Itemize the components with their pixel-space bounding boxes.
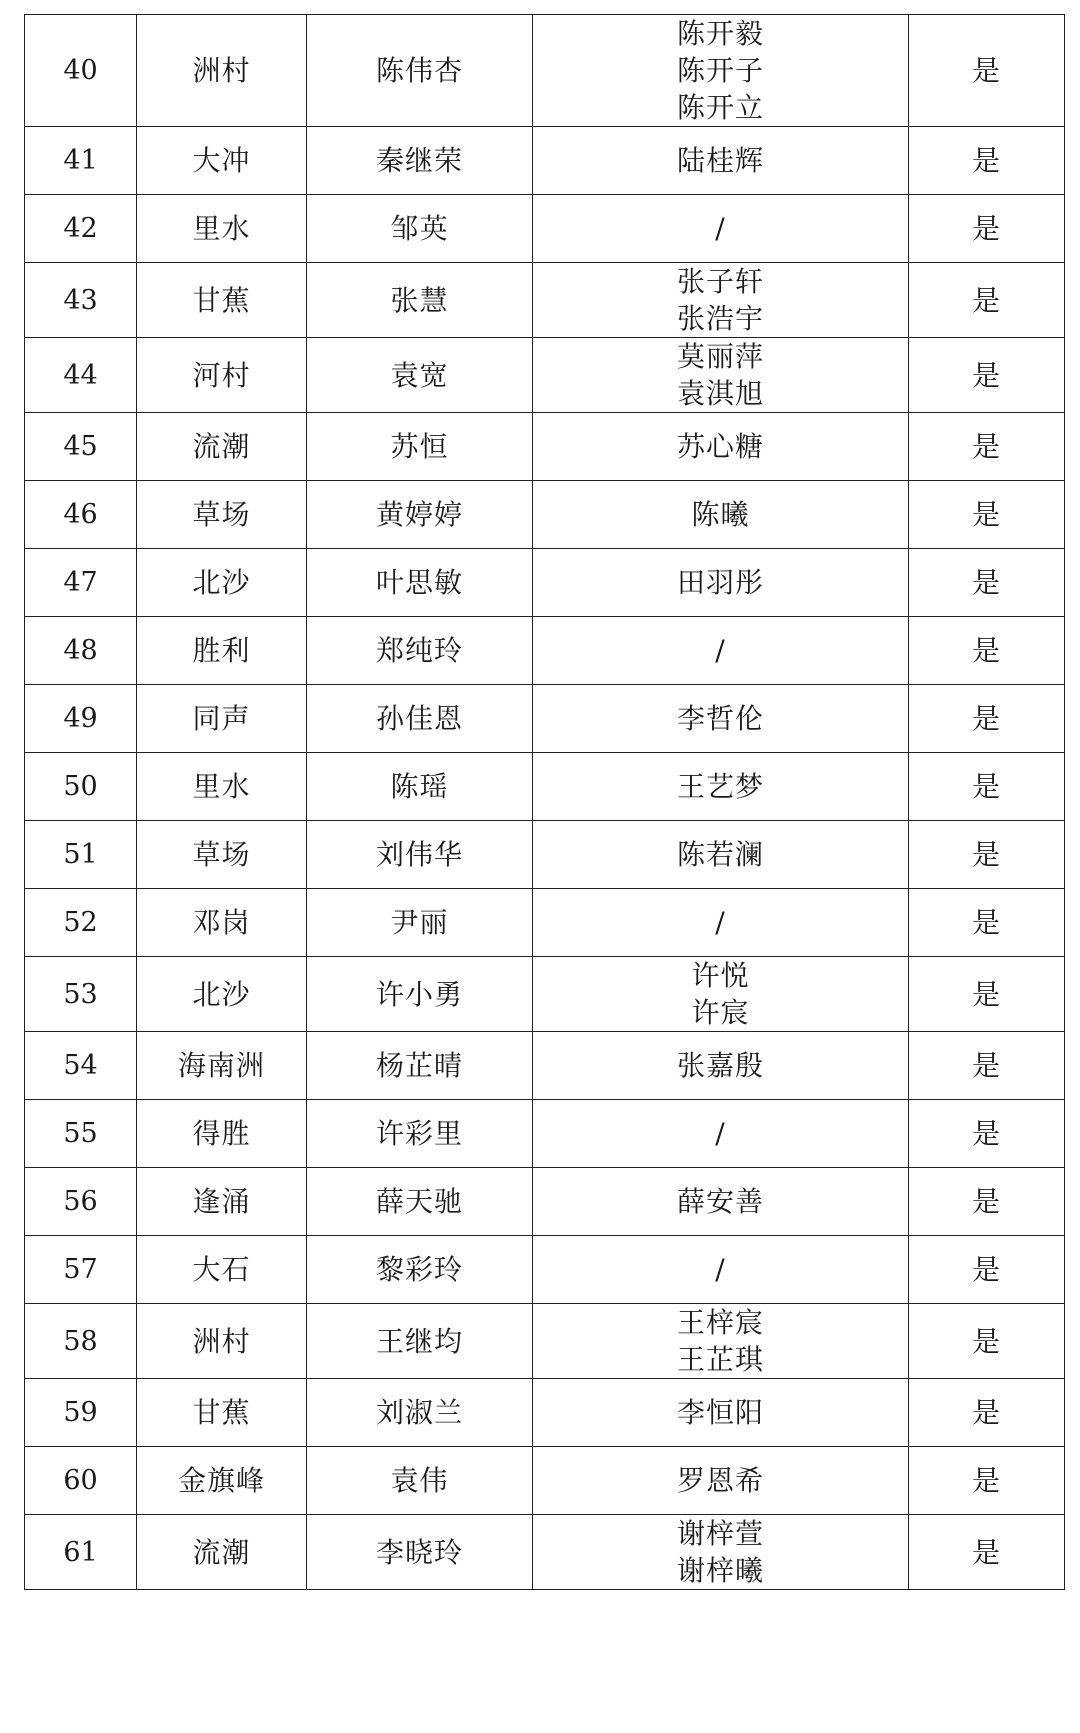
child-name: 王梓宸 — [676, 1306, 764, 1339]
child-name: 谢梓曦 — [676, 1554, 764, 1587]
row-number: 61 — [25, 1515, 137, 1590]
children-cell — [533, 1515, 909, 1590]
town-cell: 海南洲 — [137, 1032, 307, 1100]
children-cell — [533, 889, 909, 957]
confirmed-cell: 是 — [909, 127, 1065, 195]
town-cell: 同声 — [137, 685, 307, 753]
table-row — [25, 1032, 1065, 1100]
confirmed-cell: 是 — [909, 1100, 1065, 1168]
town-cell: 里水 — [137, 753, 307, 821]
child-name: 陈若澜 — [676, 838, 764, 871]
name-cell: 薛天驰 — [307, 1168, 533, 1236]
table-row — [25, 413, 1065, 481]
children-cell — [533, 195, 909, 263]
child-name: 李哲伦 — [676, 702, 764, 735]
row-number: 56 — [25, 1168, 137, 1236]
child-name: 陈开立 — [676, 91, 764, 124]
town-cell: 流潮 — [137, 413, 307, 481]
table-row — [25, 1515, 1065, 1590]
children-cell — [533, 263, 909, 338]
children-cell — [533, 481, 909, 549]
town-cell: 洲村 — [137, 15, 307, 127]
children-cell — [533, 15, 909, 127]
town-cell: 邓岗 — [137, 889, 307, 957]
confirmed-cell: 是 — [909, 685, 1065, 753]
table-row — [25, 957, 1065, 1032]
town-cell: 北沙 — [137, 957, 307, 1032]
child-name: 陈开毅 — [676, 17, 764, 50]
row-number: 45 — [25, 413, 137, 481]
name-cell: 叶思敏 — [307, 549, 533, 617]
row-number: 51 — [25, 821, 137, 889]
table-row — [25, 549, 1065, 617]
child-name: / — [715, 906, 726, 939]
name-cell: 李晓玲 — [307, 1515, 533, 1590]
town-cell: 里水 — [137, 195, 307, 263]
name-cell: 邹英 — [307, 195, 533, 263]
row-number: 44 — [25, 338, 137, 413]
confirmed-cell: 是 — [909, 617, 1065, 685]
town-cell: 河村 — [137, 338, 307, 413]
confirmed-cell: 是 — [909, 957, 1065, 1032]
roster-table — [24, 14, 1065, 1590]
row-number: 41 — [25, 127, 137, 195]
children-cell — [533, 413, 909, 481]
name-cell: 陈伟杏 — [307, 15, 533, 127]
row-number: 43 — [25, 263, 137, 338]
children-cell — [533, 338, 909, 413]
name-cell: 秦继荣 — [307, 127, 533, 195]
table-row — [25, 889, 1065, 957]
table-row — [25, 821, 1065, 889]
confirmed-cell: 是 — [909, 1168, 1065, 1236]
children-cell — [533, 1447, 909, 1515]
child-name: 苏心糖 — [676, 430, 764, 463]
name-cell: 苏恒 — [307, 413, 533, 481]
child-name: 许宸 — [691, 996, 750, 1029]
town-cell: 洲村 — [137, 1304, 307, 1379]
child-name: / — [715, 634, 726, 667]
town-cell: 北沙 — [137, 549, 307, 617]
name-cell: 杨芷晴 — [307, 1032, 533, 1100]
child-name: 陈开子 — [676, 54, 764, 87]
children-cell — [533, 821, 909, 889]
table-row — [25, 1304, 1065, 1379]
children-cell — [533, 1168, 909, 1236]
name-cell: 许彩里 — [307, 1100, 533, 1168]
town-cell: 胜利 — [137, 617, 307, 685]
child-name: / — [715, 1253, 726, 1286]
table-row — [25, 685, 1065, 753]
town-cell: 得胜 — [137, 1100, 307, 1168]
confirmed-cell: 是 — [909, 1236, 1065, 1304]
children-cell — [533, 957, 909, 1032]
row-number: 57 — [25, 1236, 137, 1304]
child-name: 莫丽萍 — [676, 340, 764, 373]
child-name: 许悦 — [691, 959, 750, 992]
row-number: 58 — [25, 1304, 137, 1379]
table-row — [25, 481, 1065, 549]
child-name: / — [715, 1117, 726, 1150]
child-name: 罗恩希 — [676, 1464, 764, 1497]
table-row — [25, 338, 1065, 413]
children-cell — [533, 549, 909, 617]
town-cell: 大石 — [137, 1236, 307, 1304]
children-cell — [533, 617, 909, 685]
roster-table-body — [25, 15, 1065, 1590]
row-number: 60 — [25, 1447, 137, 1515]
table-row — [25, 1447, 1065, 1515]
confirmed-cell: 是 — [909, 263, 1065, 338]
child-name: 张嘉殷 — [676, 1049, 764, 1082]
children-cell — [533, 1379, 909, 1447]
name-cell: 张慧 — [307, 263, 533, 338]
row-number: 54 — [25, 1032, 137, 1100]
table-row — [25, 195, 1065, 263]
table-row — [25, 1236, 1065, 1304]
row-number: 52 — [25, 889, 137, 957]
child-name: 陆桂辉 — [676, 144, 764, 177]
child-name: 王芷琪 — [676, 1343, 764, 1376]
town-cell: 逢涌 — [137, 1168, 307, 1236]
name-cell: 郑纯玲 — [307, 617, 533, 685]
row-number: 40 — [25, 15, 137, 127]
table-row — [25, 15, 1065, 127]
name-cell: 孙佳恩 — [307, 685, 533, 753]
children-cell — [533, 685, 909, 753]
row-number: 47 — [25, 549, 137, 617]
town-cell: 甘蕉 — [137, 263, 307, 338]
name-cell: 许小勇 — [307, 957, 533, 1032]
confirmed-cell: 是 — [909, 1447, 1065, 1515]
town-cell: 草场 — [137, 481, 307, 549]
confirmed-cell: 是 — [909, 1379, 1065, 1447]
row-number: 55 — [25, 1100, 137, 1168]
children-cell — [533, 1100, 909, 1168]
table-row — [25, 1379, 1065, 1447]
confirmed-cell: 是 — [909, 1032, 1065, 1100]
child-name: 田羽彤 — [676, 566, 764, 599]
child-name: 袁淇旭 — [676, 377, 764, 410]
children-cell — [533, 1032, 909, 1100]
child-name: 薛安善 — [676, 1185, 764, 1218]
table-row — [25, 1168, 1065, 1236]
town-cell: 大冲 — [137, 127, 307, 195]
confirmed-cell: 是 — [909, 821, 1065, 889]
confirmed-cell: 是 — [909, 1304, 1065, 1379]
town-cell: 金旗峰 — [137, 1447, 307, 1515]
row-number: 53 — [25, 957, 137, 1032]
confirmed-cell: 是 — [909, 338, 1065, 413]
row-number: 59 — [25, 1379, 137, 1447]
child-name: 谢梓萱 — [676, 1517, 764, 1550]
name-cell: 袁伟 — [307, 1447, 533, 1515]
child-name: 李恒阳 — [676, 1396, 764, 1429]
confirmed-cell: 是 — [909, 549, 1065, 617]
name-cell: 王继均 — [307, 1304, 533, 1379]
confirmed-cell: 是 — [909, 889, 1065, 957]
name-cell: 刘淑兰 — [307, 1379, 533, 1447]
row-number: 49 — [25, 685, 137, 753]
confirmed-cell: 是 — [909, 15, 1065, 127]
confirmed-cell: 是 — [909, 195, 1065, 263]
confirmed-cell: 是 — [909, 753, 1065, 821]
table-row — [25, 753, 1065, 821]
row-number: 48 — [25, 617, 137, 685]
town-cell: 草场 — [137, 821, 307, 889]
confirmed-cell: 是 — [909, 413, 1065, 481]
name-cell: 黎彩玲 — [307, 1236, 533, 1304]
table-row — [25, 617, 1065, 685]
child-name: 王艺梦 — [676, 770, 764, 803]
child-name: 陈曦 — [691, 498, 750, 531]
name-cell: 陈瑶 — [307, 753, 533, 821]
confirmed-cell: 是 — [909, 1515, 1065, 1590]
table-row — [25, 263, 1065, 338]
child-name: / — [715, 212, 726, 245]
children-cell — [533, 1304, 909, 1379]
table-row — [25, 127, 1065, 195]
row-number: 50 — [25, 753, 137, 821]
name-cell: 黄婷婷 — [307, 481, 533, 549]
children-cell — [533, 127, 909, 195]
child-name: 张浩宇 — [676, 302, 764, 335]
row-number: 46 — [25, 481, 137, 549]
name-cell: 尹丽 — [307, 889, 533, 957]
town-cell: 流潮 — [137, 1515, 307, 1590]
row-number: 42 — [25, 195, 137, 263]
children-cell — [533, 1236, 909, 1304]
name-cell: 刘伟华 — [307, 821, 533, 889]
children-cell — [533, 753, 909, 821]
name-cell: 袁宽 — [307, 338, 533, 413]
town-cell: 甘蕉 — [137, 1379, 307, 1447]
confirmed-cell: 是 — [909, 481, 1065, 549]
child-name: 张子轩 — [676, 265, 764, 298]
table-row — [25, 1100, 1065, 1168]
